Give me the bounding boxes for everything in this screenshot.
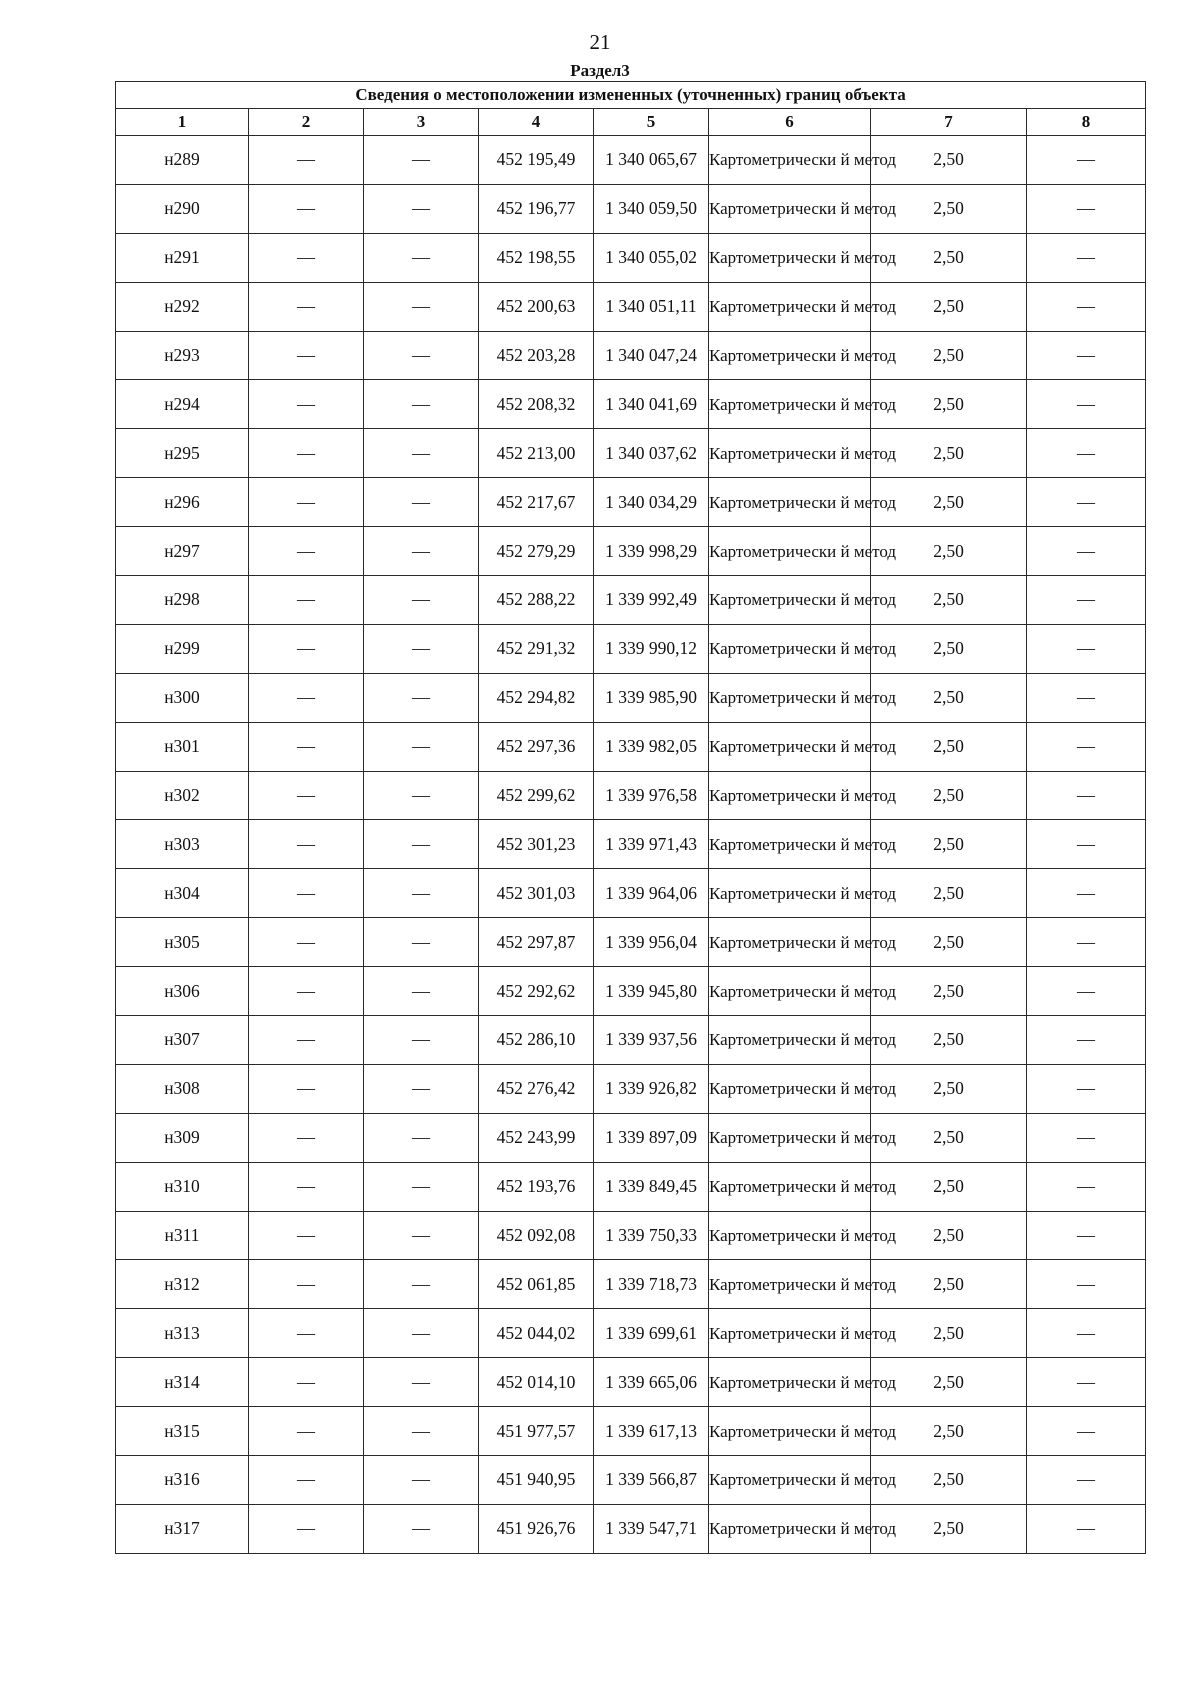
column-3-cell: — xyxy=(364,967,479,1016)
precision-cell: 2,50 xyxy=(871,624,1027,673)
method-cell: Картометрически й метод xyxy=(709,1064,871,1113)
y-coordinate-cell: 1 340 041,69 xyxy=(594,380,709,429)
column-3-cell: — xyxy=(364,722,479,771)
column-8-cell: — xyxy=(1027,1016,1146,1065)
precision-cell: 2,50 xyxy=(871,673,1027,722)
x-coordinate-cell: 452 213,00 xyxy=(479,429,594,478)
x-coordinate-cell: 452 196,77 xyxy=(479,184,594,233)
point-number-cell: н299 xyxy=(116,624,249,673)
y-coordinate-cell: 1 339 718,73 xyxy=(594,1260,709,1309)
table-row xyxy=(116,1162,1146,1211)
y-coordinate-cell: 1 339 699,61 xyxy=(594,1309,709,1358)
table-row xyxy=(116,820,1146,869)
page-number: 21 xyxy=(589,30,611,54)
method-cell: Картометрически й метод xyxy=(709,136,871,185)
y-coordinate-cell: 1 340 055,02 xyxy=(594,233,709,282)
point-number-cell: н297 xyxy=(116,527,249,576)
column-number: 6 xyxy=(709,109,871,136)
table-row xyxy=(116,869,1146,918)
method-cell: Картометрически й метод xyxy=(709,673,871,722)
column-8-cell: — xyxy=(1027,380,1146,429)
column-3-cell: — xyxy=(364,282,479,331)
table-row xyxy=(116,233,1146,282)
boundary-coordinates-table xyxy=(115,81,1146,1554)
x-coordinate-cell: 452 288,22 xyxy=(479,576,594,625)
point-number-cell: н289 xyxy=(116,136,249,185)
method-cell: Картометрически й метод xyxy=(709,918,871,967)
table-row xyxy=(116,1064,1146,1113)
table-row xyxy=(116,380,1146,429)
column-8-cell: — xyxy=(1027,967,1146,1016)
column-8-cell: — xyxy=(1027,1211,1146,1260)
column-8-cell: — xyxy=(1027,1064,1146,1113)
x-coordinate-cell: 452 301,03 xyxy=(479,869,594,918)
column-8-cell: — xyxy=(1027,1113,1146,1162)
column-number-row xyxy=(116,109,1146,136)
x-coordinate-cell: 452 208,32 xyxy=(479,380,594,429)
column-number: 7 xyxy=(871,109,1027,136)
method-cell: Картометрически й метод xyxy=(709,820,871,869)
y-coordinate-cell: 1 340 059,50 xyxy=(594,184,709,233)
column-number: 5 xyxy=(594,109,709,136)
x-coordinate-cell: 452 286,10 xyxy=(479,1016,594,1065)
table-row xyxy=(116,478,1146,527)
y-coordinate-cell: 1 340 047,24 xyxy=(594,331,709,380)
column-2-cell: — xyxy=(249,1016,364,1065)
column-3-cell: — xyxy=(364,624,479,673)
y-coordinate-cell: 1 339 937,56 xyxy=(594,1016,709,1065)
column-3-cell: — xyxy=(364,380,479,429)
column-2-cell: — xyxy=(249,918,364,967)
table-row xyxy=(116,722,1146,771)
table-row xyxy=(116,1358,1146,1407)
column-8-cell: — xyxy=(1027,576,1146,625)
y-coordinate-cell: 1 339 566,87 xyxy=(594,1456,709,1505)
table-row xyxy=(116,1260,1146,1309)
x-coordinate-cell: 452 203,28 xyxy=(479,331,594,380)
column-2-cell: — xyxy=(249,1260,364,1309)
column-2-cell: — xyxy=(249,1504,364,1553)
column-3-cell: — xyxy=(364,576,479,625)
table-row xyxy=(116,527,1146,576)
y-coordinate-cell: 1 340 034,29 xyxy=(594,478,709,527)
column-8-cell: — xyxy=(1027,869,1146,918)
precision-cell: 2,50 xyxy=(871,136,1027,185)
column-2-cell: — xyxy=(249,1064,364,1113)
table-row xyxy=(116,1211,1146,1260)
column-3-cell: — xyxy=(364,478,479,527)
point-number-cell: н301 xyxy=(116,722,249,771)
y-coordinate-cell: 1 339 971,43 xyxy=(594,820,709,869)
method-cell: Картометрически й метод xyxy=(709,1162,871,1211)
method-cell: Картометрически й метод xyxy=(709,429,871,478)
precision-cell: 2,50 xyxy=(871,1162,1027,1211)
column-2-cell: — xyxy=(249,722,364,771)
column-number: 1 xyxy=(116,109,249,136)
precision-cell: 2,50 xyxy=(871,918,1027,967)
point-number-cell: н312 xyxy=(116,1260,249,1309)
column-2-cell: — xyxy=(249,1358,364,1407)
column-2-cell: — xyxy=(249,380,364,429)
precision-cell: 2,50 xyxy=(871,1064,1027,1113)
column-2-cell: — xyxy=(249,478,364,527)
x-coordinate-cell: 452 092,08 xyxy=(479,1211,594,1260)
method-cell: Картометрически й метод xyxy=(709,576,871,625)
column-2-cell: — xyxy=(249,967,364,1016)
x-coordinate-cell: 452 279,29 xyxy=(479,527,594,576)
column-2-cell: — xyxy=(249,1162,364,1211)
y-coordinate-cell: 1 339 956,04 xyxy=(594,918,709,967)
precision-cell: 2,50 xyxy=(871,184,1027,233)
x-coordinate-cell: 451 940,95 xyxy=(479,1456,594,1505)
column-8-cell: — xyxy=(1027,820,1146,869)
x-coordinate-cell: 452 291,32 xyxy=(479,624,594,673)
column-8-cell: — xyxy=(1027,478,1146,527)
table-row xyxy=(116,771,1146,820)
precision-cell: 2,50 xyxy=(871,1358,1027,1407)
column-3-cell: — xyxy=(364,527,479,576)
precision-cell: 2,50 xyxy=(871,527,1027,576)
point-number-cell: н311 xyxy=(116,1211,249,1260)
precision-cell: 2,50 xyxy=(871,869,1027,918)
precision-cell: 2,50 xyxy=(871,233,1027,282)
column-number: 2 xyxy=(249,109,364,136)
column-2-cell: — xyxy=(249,869,364,918)
x-coordinate-cell: 452 193,76 xyxy=(479,1162,594,1211)
y-coordinate-cell: 1 339 926,82 xyxy=(594,1064,709,1113)
column-8-cell: — xyxy=(1027,1309,1146,1358)
column-3-cell: — xyxy=(364,233,479,282)
column-2-cell: — xyxy=(249,1113,364,1162)
column-8-cell: — xyxy=(1027,1456,1146,1505)
precision-cell: 2,50 xyxy=(871,722,1027,771)
table-row xyxy=(116,331,1146,380)
column-8-cell: — xyxy=(1027,527,1146,576)
column-8-cell: — xyxy=(1027,1162,1146,1211)
column-2-cell: — xyxy=(249,624,364,673)
column-3-cell: — xyxy=(364,1211,479,1260)
column-8-cell: — xyxy=(1027,624,1146,673)
x-coordinate-cell: 452 301,23 xyxy=(479,820,594,869)
method-cell: Картометрически й метод xyxy=(709,380,871,429)
column-number: 4 xyxy=(479,109,594,136)
table-row xyxy=(116,184,1146,233)
precision-cell: 2,50 xyxy=(871,1309,1027,1358)
method-cell: Картометрически й метод xyxy=(709,1504,871,1553)
x-coordinate-cell: 452 014,10 xyxy=(479,1358,594,1407)
point-number-cell: н302 xyxy=(116,771,249,820)
method-cell: Картометрически й метод xyxy=(709,869,871,918)
column-8-cell: — xyxy=(1027,771,1146,820)
y-coordinate-cell: 1 339 897,09 xyxy=(594,1113,709,1162)
column-2-cell: — xyxy=(249,331,364,380)
point-number-cell: н294 xyxy=(116,380,249,429)
x-coordinate-cell: 452 061,85 xyxy=(479,1260,594,1309)
column-8-cell: — xyxy=(1027,918,1146,967)
method-cell: Картометрически й метод xyxy=(709,478,871,527)
y-coordinate-cell: 1 339 665,06 xyxy=(594,1358,709,1407)
table-row xyxy=(116,1504,1146,1553)
column-3-cell: — xyxy=(364,1456,479,1505)
x-coordinate-cell: 452 299,62 xyxy=(479,771,594,820)
x-coordinate-cell: 452 217,67 xyxy=(479,478,594,527)
x-coordinate-cell: 452 276,42 xyxy=(479,1064,594,1113)
method-cell: Картометрически й метод xyxy=(709,527,871,576)
point-number-cell: н305 xyxy=(116,918,249,967)
column-2-cell: — xyxy=(249,1456,364,1505)
table-row xyxy=(116,1407,1146,1456)
y-coordinate-cell: 1 339 998,29 xyxy=(594,527,709,576)
table-row xyxy=(116,429,1146,478)
x-coordinate-cell: 452 198,55 xyxy=(479,233,594,282)
y-coordinate-cell: 1 339 985,90 xyxy=(594,673,709,722)
method-cell: Картометрически й метод xyxy=(709,967,871,1016)
column-8-cell: — xyxy=(1027,1358,1146,1407)
precision-cell: 2,50 xyxy=(871,429,1027,478)
method-cell: Картометрически й метод xyxy=(709,771,871,820)
column-3-cell: — xyxy=(364,1064,479,1113)
table-caption: Сведения о местоположении измененных (уточненных) границ объекта xyxy=(116,82,1146,109)
table-row xyxy=(116,624,1146,673)
column-2-cell: — xyxy=(249,1407,364,1456)
column-3-cell: — xyxy=(364,820,479,869)
y-coordinate-cell: 1 339 990,12 xyxy=(594,624,709,673)
x-coordinate-cell: 452 200,63 xyxy=(479,282,594,331)
column-3-cell: — xyxy=(364,1358,479,1407)
column-3-cell: — xyxy=(364,673,479,722)
column-2-cell: — xyxy=(249,527,364,576)
point-number-cell: н316 xyxy=(116,1456,249,1505)
x-coordinate-cell: 452 044,02 xyxy=(479,1309,594,1358)
method-cell: Картометрически й метод xyxy=(709,1358,871,1407)
x-coordinate-cell: 452 297,87 xyxy=(479,918,594,967)
y-coordinate-cell: 1 339 964,06 xyxy=(594,869,709,918)
column-2-cell: — xyxy=(249,1309,364,1358)
column-3-cell: — xyxy=(364,1162,479,1211)
table-row xyxy=(116,1309,1146,1358)
method-cell: Картометрически й метод xyxy=(709,722,871,771)
x-coordinate-cell: 452 294,82 xyxy=(479,673,594,722)
column-3-cell: — xyxy=(364,1407,479,1456)
column-2-cell: — xyxy=(249,820,364,869)
column-8-cell: — xyxy=(1027,1260,1146,1309)
column-number: 8 xyxy=(1027,109,1146,136)
column-8-cell: — xyxy=(1027,429,1146,478)
point-number-cell: н296 xyxy=(116,478,249,527)
precision-cell: 2,50 xyxy=(871,1504,1027,1553)
point-number-cell: н292 xyxy=(116,282,249,331)
column-2-cell: — xyxy=(249,184,364,233)
y-coordinate-cell: 1 339 945,80 xyxy=(594,967,709,1016)
y-coordinate-cell: 1 340 051,11 xyxy=(594,282,709,331)
point-number-cell: н293 xyxy=(116,331,249,380)
method-cell: Картометрически й метод xyxy=(709,282,871,331)
column-3-cell: — xyxy=(364,1309,479,1358)
precision-cell: 2,50 xyxy=(871,576,1027,625)
x-coordinate-cell: 452 297,36 xyxy=(479,722,594,771)
y-coordinate-cell: 1 339 849,45 xyxy=(594,1162,709,1211)
column-3-cell: — xyxy=(364,331,479,380)
column-3-cell: — xyxy=(364,429,479,478)
precision-cell: 2,50 xyxy=(871,1211,1027,1260)
column-3-cell: — xyxy=(364,1016,479,1065)
precision-cell: 2,50 xyxy=(871,331,1027,380)
table-row xyxy=(116,136,1146,185)
column-3-cell: — xyxy=(364,184,479,233)
x-coordinate-cell: 452 195,49 xyxy=(479,136,594,185)
column-2-cell: — xyxy=(249,282,364,331)
column-8-cell: — xyxy=(1027,136,1146,185)
table-body xyxy=(116,136,1146,1554)
column-8-cell: — xyxy=(1027,282,1146,331)
x-coordinate-cell: 452 292,62 xyxy=(479,967,594,1016)
column-8-cell: — xyxy=(1027,331,1146,380)
y-coordinate-cell: 1 340 065,67 xyxy=(594,136,709,185)
table-row xyxy=(116,282,1146,331)
point-number-cell: н295 xyxy=(116,429,249,478)
point-number-cell: н317 xyxy=(116,1504,249,1553)
method-cell: Картометрически й метод xyxy=(709,1260,871,1309)
column-8-cell: — xyxy=(1027,722,1146,771)
y-coordinate-cell: 1 339 992,49 xyxy=(594,576,709,625)
point-number-cell: н314 xyxy=(116,1358,249,1407)
column-3-cell: — xyxy=(364,771,479,820)
table-row xyxy=(116,1016,1146,1065)
precision-cell: 2,50 xyxy=(871,967,1027,1016)
x-coordinate-cell: 451 926,76 xyxy=(479,1504,594,1553)
point-number-cell: н310 xyxy=(116,1162,249,1211)
method-cell: Картометрически й метод xyxy=(709,184,871,233)
method-cell: Картометрически й метод xyxy=(709,1211,871,1260)
point-number-cell: н291 xyxy=(116,233,249,282)
column-2-cell: — xyxy=(249,429,364,478)
precision-cell: 2,50 xyxy=(871,1407,1027,1456)
column-3-cell: — xyxy=(364,1113,479,1162)
method-cell: Картометрически й метод xyxy=(709,624,871,673)
column-2-cell: — xyxy=(249,771,364,820)
column-3-cell: — xyxy=(364,136,479,185)
x-coordinate-cell: 451 977,57 xyxy=(479,1407,594,1456)
precision-cell: 2,50 xyxy=(871,1260,1027,1309)
y-coordinate-cell: 1 339 617,13 xyxy=(594,1407,709,1456)
column-2-cell: — xyxy=(249,1211,364,1260)
column-3-cell: — xyxy=(364,1260,479,1309)
column-8-cell: — xyxy=(1027,1504,1146,1553)
y-coordinate-cell: 1 339 982,05 xyxy=(594,722,709,771)
point-number-cell: н303 xyxy=(116,820,249,869)
y-coordinate-cell: 1 339 976,58 xyxy=(594,771,709,820)
table-row xyxy=(116,673,1146,722)
table-row xyxy=(116,967,1146,1016)
table-row xyxy=(116,576,1146,625)
table-row xyxy=(116,1456,1146,1505)
table-row xyxy=(116,918,1146,967)
column-8-cell: — xyxy=(1027,1407,1146,1456)
point-number-cell: н308 xyxy=(116,1064,249,1113)
precision-cell: 2,50 xyxy=(871,380,1027,429)
point-number-cell: н306 xyxy=(116,967,249,1016)
precision-cell: 2,50 xyxy=(871,771,1027,820)
method-cell: Картометрически й метод xyxy=(709,1016,871,1065)
y-coordinate-cell: 1 339 750,33 xyxy=(594,1211,709,1260)
y-coordinate-cell: 1 339 547,71 xyxy=(594,1504,709,1553)
method-cell: Картометрически й метод xyxy=(709,1407,871,1456)
point-number-cell: н304 xyxy=(116,869,249,918)
column-3-cell: — xyxy=(364,918,479,967)
precision-cell: 2,50 xyxy=(871,1456,1027,1505)
column-8-cell: — xyxy=(1027,184,1146,233)
point-number-cell: н298 xyxy=(116,576,249,625)
point-number-cell: н313 xyxy=(116,1309,249,1358)
x-coordinate-cell: 452 243,99 xyxy=(479,1113,594,1162)
point-number-cell: н315 xyxy=(116,1407,249,1456)
column-number: 3 xyxy=(364,109,479,136)
point-number-cell: н307 xyxy=(116,1016,249,1065)
column-2-cell: — xyxy=(249,136,364,185)
method-cell: Картометрически й метод xyxy=(709,1309,871,1358)
column-8-cell: — xyxy=(1027,673,1146,722)
column-2-cell: — xyxy=(249,673,364,722)
precision-cell: 2,50 xyxy=(871,1016,1027,1065)
column-8-cell: — xyxy=(1027,233,1146,282)
column-2-cell: — xyxy=(249,233,364,282)
y-coordinate-cell: 1 340 037,62 xyxy=(594,429,709,478)
method-cell: Картометрически й метод xyxy=(709,1113,871,1162)
point-number-cell: н290 xyxy=(116,184,249,233)
precision-cell: 2,50 xyxy=(871,820,1027,869)
method-cell: Картометрически й метод xyxy=(709,1456,871,1505)
precision-cell: 2,50 xyxy=(871,282,1027,331)
column-3-cell: — xyxy=(364,1504,479,1553)
point-number-cell: н309 xyxy=(116,1113,249,1162)
method-cell: Картометрически й метод xyxy=(709,331,871,380)
table-row xyxy=(116,1113,1146,1162)
point-number-cell: н300 xyxy=(116,673,249,722)
column-2-cell: — xyxy=(249,576,364,625)
precision-cell: 2,50 xyxy=(871,1113,1027,1162)
column-3-cell: — xyxy=(364,869,479,918)
section-title: Раздел3 xyxy=(570,61,630,80)
precision-cell: 2,50 xyxy=(871,478,1027,527)
method-cell: Картометрически й метод xyxy=(709,233,871,282)
